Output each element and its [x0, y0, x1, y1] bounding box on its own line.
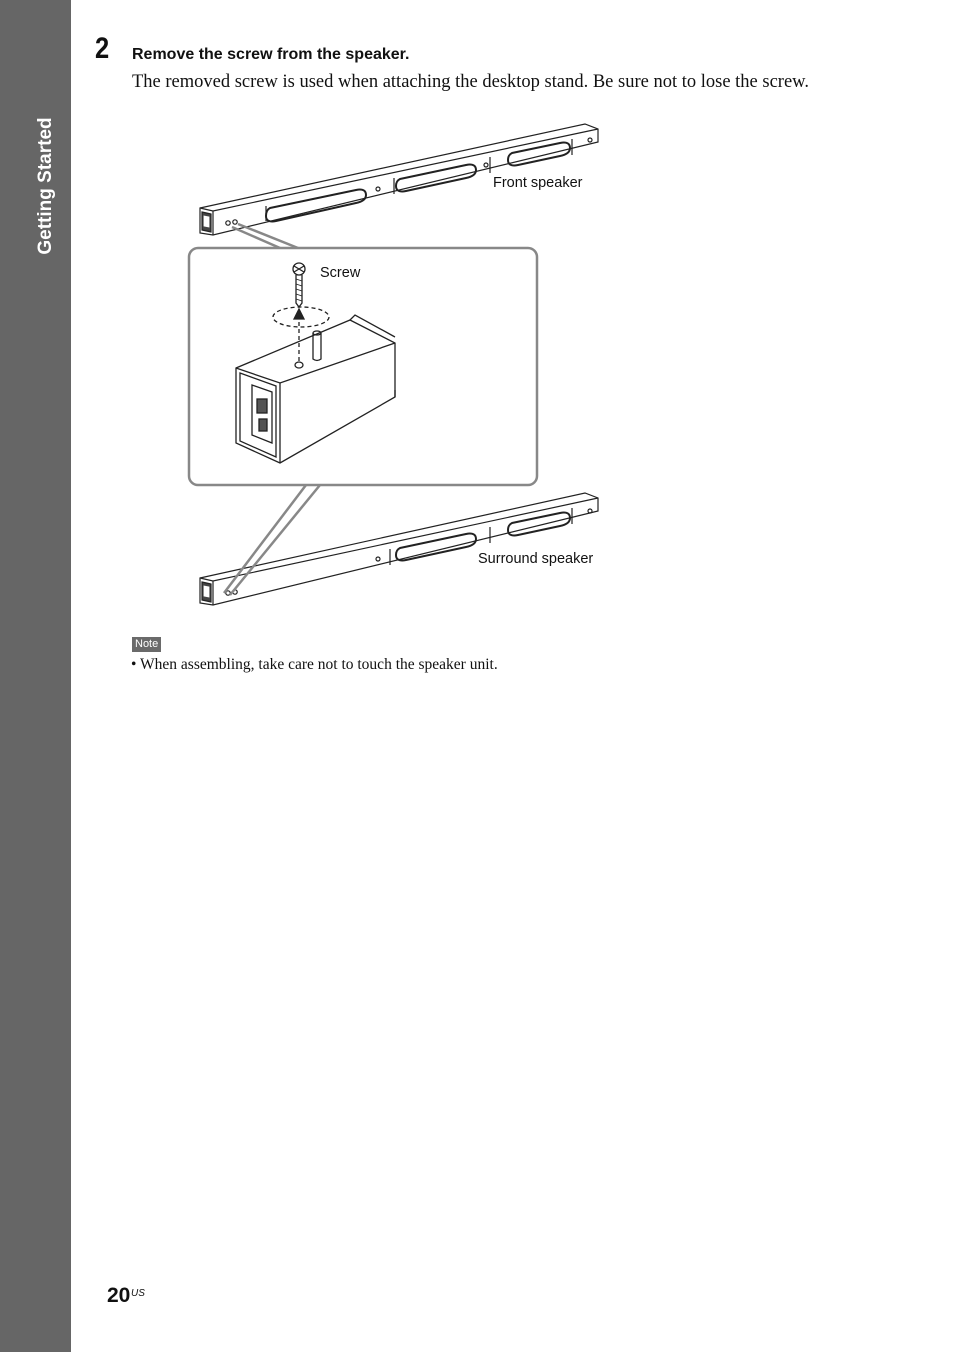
section-title: Getting Started: [35, 117, 56, 255]
speaker-figure: [180, 115, 620, 620]
note-badge: Note: [132, 637, 161, 652]
front-speaker-label: Front speaker: [493, 175, 583, 191]
step-body: The removed screw is used when attaching the desktop stand. Be sure not to lose the screw.: [132, 72, 809, 92]
step-number: 2: [95, 32, 110, 65]
surround-speaker-bar: [200, 493, 598, 605]
surround-speaker-label: Surround speaker: [478, 551, 594, 567]
sidebar-tab: [0, 0, 71, 1352]
note-text: • When assembling, take care not to touch the speaker unit.: [131, 656, 498, 673]
page-number: 20: [107, 1284, 131, 1307]
page-region-suffix: US: [131, 1288, 145, 1299]
step-title: Remove the screw from the speaker.: [132, 46, 410, 63]
screw-label: Screw: [320, 265, 361, 281]
